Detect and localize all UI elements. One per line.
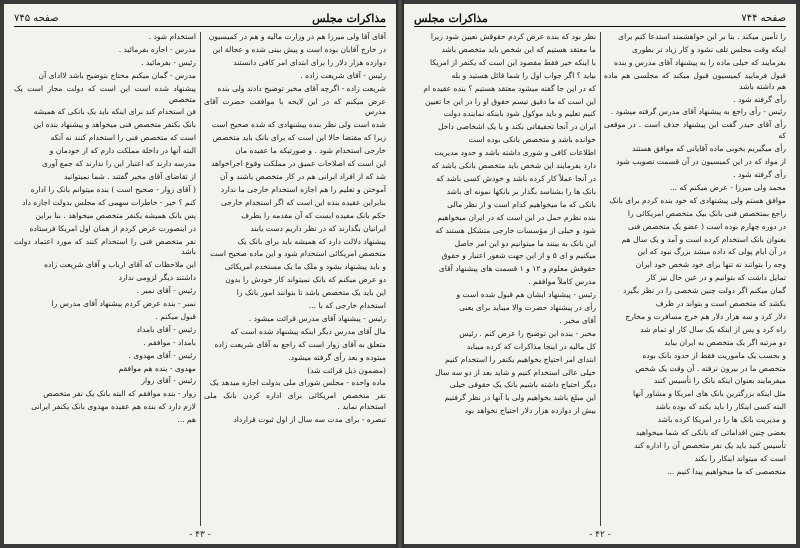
text-line: بانکی که ما میخواهیم کدام است و از نظر مالی bbox=[447, 199, 596, 209]
text-line: مال آقای مدرس دیگر اینکه پیشنهاد شده است که bbox=[230, 326, 386, 336]
footer-page-number: - ۴۳ - bbox=[189, 530, 211, 540]
text-line: شود و خیلی از مؤسسات خارجی متشکل هستند که bbox=[435, 225, 596, 235]
text-line: این است که ما دقیق تیسم حقوق او را در این جا تعیین bbox=[425, 96, 596, 106]
column-divider bbox=[600, 32, 601, 526]
text-line: در آن ایام پولی که داده میشد بزرگ نبود که این bbox=[637, 247, 786, 257]
text-line: با اینکه خیر فقط مقصود این است که یکنفر از امریکا bbox=[429, 57, 596, 67]
text-line: که در این جا گفته میشود معتقد هستیم ؟ بنده عقیده ام bbox=[423, 83, 596, 93]
text-line: تمایل داشت که بتوانیم و در عین حال نیز کار bbox=[646, 273, 786, 283]
text-line: مدرسه دارند که اعتبار این را ندارند که جمع آوری bbox=[42, 159, 196, 169]
text-column-left bbox=[414, 32, 596, 526]
text-line: دارد بفرمایند این شخص باید متخصص بانکی باشد که bbox=[431, 161, 596, 171]
text-line: دو مرتبه اگر یک متخصص به ایران بیاید bbox=[664, 337, 786, 347]
text-line: مثل اینکه بزرگترین بانک های امریکا و مشاور آنها bbox=[633, 389, 786, 399]
text-line: را تأمین میکند . بنا بر این خواهشمند استدعا کنم برای bbox=[618, 32, 786, 41]
text-line: فن استخدام کند برای اینکه باید یک بانکی که همیشه bbox=[33, 107, 196, 117]
text-line: قبول فرمایید کمیسیون قبول میکند که مجلسی هم ماده هم داشته باشد bbox=[604, 70, 786, 91]
text-column-left bbox=[14, 32, 196, 526]
text-line: قبول میکنم . bbox=[155, 311, 196, 321]
text-line: متعلق به آقای زوار است که راجع به آقای شریعت زاده bbox=[214, 339, 386, 349]
page-label: صفحه ۷۴۴ bbox=[741, 12, 786, 24]
text-line: بعضی چنین اقداماتی که بانکی که شما میخواهید bbox=[635, 428, 786, 438]
text-line: پیشنهاد شده است این است که دولت مجاز است یک متخصص bbox=[14, 83, 196, 104]
book-gutter bbox=[396, 0, 404, 548]
text-line: اینکه وقت مجلس تلف نشود و کار زیاد تر بطوری bbox=[631, 44, 786, 54]
text-line: ایران در آنجا تحقیقاتی بکند و یا یک اشخاصی داخل bbox=[437, 122, 596, 132]
text-line: نفر متخصص امریکائی برای اداره کردن بانک ملی استخدام نماید . bbox=[204, 391, 386, 412]
text-line: نمبر - بنده عرض کردم پیشنهاد آقای مدرس را bbox=[51, 299, 196, 309]
text-line: رئیس - آقای مهدوی . bbox=[128, 350, 196, 360]
text-line: پیشنهاد دلالت دارد که همیشه باید برای بانک یک bbox=[237, 236, 386, 246]
text-line: نفر متخصص فنی را استخدام کنند که مورد اعتماد دولت باشد bbox=[14, 236, 196, 257]
text-line: زوار - بنده موافقم که البته بانک یک نفر متخصص bbox=[43, 389, 196, 399]
text-line: رئیس - آقای شریعت زاده . bbox=[300, 70, 386, 80]
text-line: است که متخصص فنی را استخدام کنند نه آنکه bbox=[50, 133, 196, 143]
page-header bbox=[14, 10, 386, 27]
text-line: البته کسی اینکار را باید بکند که بوده باشد bbox=[655, 402, 786, 412]
text-line: بانک ها را بشناسد بگذار بر بانکها نمونه ای باشد bbox=[446, 186, 596, 196]
text-line: محمد ولی میرزا - عرض میکنم که ... bbox=[669, 182, 786, 192]
text-column-right bbox=[204, 32, 386, 526]
text-line: وجه را بتوانند نه تنها برای خود شخص خود ایران bbox=[635, 260, 786, 270]
text-line: و مدیریت بانک ها را در امریکا کرده باشد bbox=[657, 415, 786, 425]
text-line: شده است ولی نظر بنده پیشنهادی که شده صحیح است bbox=[211, 120, 386, 130]
text-line: بفرمایند که خیلی ماده را به پیشنهاد آقای مدرس و بنده bbox=[614, 57, 786, 67]
text-line: تأسیس کنید باید یک نفر متخصص آن را اداره کند bbox=[633, 441, 786, 450]
text-line: و باید پیشنهاد بشود و ملک ما یک مستخدم امریکائی bbox=[224, 262, 386, 272]
text-column-right bbox=[604, 32, 786, 526]
text-line: شریعت زاده - اگرچه آقای مخبر توضیح دادند ولی بنده bbox=[217, 83, 386, 93]
text-line: شد که از افراد ایرانی هم در کار متخصص باشند و آن bbox=[219, 171, 386, 181]
page-label: صفحه ۷۴۵ bbox=[14, 12, 59, 24]
text-line: است که میتواند اینکار را بکند bbox=[694, 453, 786, 463]
text-line: این مبلغ باشد بخواهیم ولی با آنها در نظر گرفتیم bbox=[444, 393, 596, 403]
text-line: رئیس - پیشنهاد آقای مدرس قرائت میشود . bbox=[248, 313, 386, 323]
text-line: موافق هستم ولی پیشنهادی که خود بنده کردم برای بانک bbox=[609, 195, 786, 205]
text-line: استخدام شود . bbox=[148, 32, 196, 41]
running-title: مذاکرات مجلس bbox=[312, 11, 386, 25]
text-line: استخدام خارجی که با ... bbox=[308, 301, 386, 311]
text-line: در دوره چهارم بوده است ( عضو یک متخصص فنی bbox=[628, 221, 786, 231]
text-line: آقای آقا ولی میرزا هم در وزارت مالیه و هم در کمیسیون bbox=[208, 32, 386, 41]
text-line: رأی گرفته شود . bbox=[733, 169, 786, 179]
text-line: بانک بکنفر متخصص فنی میخواهد و پیشنهاد بنده این bbox=[33, 120, 196, 130]
text-line: مدرس - گمان میکنم محتاج بتوضیح باشد لاادای آن bbox=[38, 70, 196, 80]
text-line: خیلی عالی استخدام کنیم و شاید بعد از دو سه سال bbox=[435, 367, 596, 377]
text-line: پس بانک همیشه یکنفر متخصص میخواهد . بنا براین bbox=[35, 210, 196, 220]
text-line: رأی آقای حیدر گفت این پیشنهاد حذف است . در موقعی که bbox=[604, 120, 786, 141]
text-line: مدرس کاملاً موافقم . bbox=[528, 277, 596, 287]
text-line: اطلاعات کافی و شوری داشته باشد و حدود مدیریت bbox=[434, 148, 596, 158]
text-line: آموختن و تعلیم را هم اجازه استخدام خارجی ما ندارد bbox=[220, 184, 386, 194]
text-line: حکم بانک مفیده ایست که آن مقدمه را بطرف bbox=[241, 210, 386, 220]
page-744 bbox=[404, 4, 796, 544]
text-line: دلار کرد و سه هزار دلار هم خرج مسافرت و مخارج bbox=[625, 311, 786, 321]
text-line: بیش از دوازده هزار دلار احتیاج نخواهد بود bbox=[464, 406, 596, 416]
text-line: لازم دارد که بنده هم عقیده مهدوی بانک یکنفر ایرانی bbox=[31, 402, 196, 412]
page-header bbox=[414, 10, 786, 27]
text-line: مهدوی - بنده هم موافقم bbox=[118, 363, 196, 373]
text-line: کنیم تعلیم و باید موکول شود باینکه نماینده دولت bbox=[443, 109, 596, 119]
text-line: رئیس - رأی راجع به پیشنهاد آقای مدرس گرفته میشود . bbox=[610, 107, 786, 117]
text-line: حقوقش معلوم و ۱۲ و ۱ قسمت های پیشنهاد آقای bbox=[438, 264, 596, 274]
text-line: خوانده باشد و متخصص بانکی بوده است bbox=[468, 135, 596, 145]
text-line: میکنیم و ای ۵ و از این جهت شعور اعتبار و حقوق bbox=[441, 251, 596, 261]
text-line: ( آقای زوار - صحیح است ) بنده میتوانم بانک را اداره bbox=[30, 184, 196, 194]
text-line: عرض میکنم که در این لایحه با موافقت حضرت آقای مدرس bbox=[204, 96, 386, 117]
text-line: از تقاضای آقای مخبر گفتند . شما نمیتوانید bbox=[63, 171, 196, 181]
text-line: کل مالیه در اینجا مذاکرات که کرده میباید bbox=[466, 341, 596, 351]
text-line: از مواد که در این کمیسیون در آن قسمت تصویب شود bbox=[616, 157, 786, 167]
text-line: نظر بود که بنده عرض کردم حقوقش تعیین شود زیرا bbox=[430, 32, 596, 41]
text-line: در خارج آقایان بوده است و پیش بینی شده و عجالة این bbox=[212, 44, 386, 54]
text-line: زیرا که مقتضا حالا این است که برای بانک باید متخصص bbox=[212, 133, 386, 143]
page-745 bbox=[4, 4, 396, 544]
footer-page-number: - ۴۲ - bbox=[589, 530, 611, 540]
text-line: مدرس - اجازه بفرمائید . bbox=[118, 44, 196, 54]
text-line: ایرانیان بگذارند که در نظر داریم دست یابند bbox=[250, 223, 386, 233]
text-line: رأی گرفته شود . bbox=[733, 94, 786, 104]
text-line: هم ... bbox=[177, 415, 196, 425]
text-line: در اینصورت عرض کردم از همان اول امریکا فرستاده bbox=[29, 223, 196, 233]
text-line: راه کرد و پس از اینکه یک سال کار او تمام شد bbox=[640, 324, 786, 334]
text-line: مخبر - بنده این توضیح را عرض کنم . رئیس bbox=[459, 328, 596, 338]
text-line: رئیس - آقای بامداد bbox=[136, 324, 196, 334]
text-line: میفرمایند بعنوان اینکه بانک را تأسیس کنند bbox=[653, 376, 786, 386]
text-line: بیاید ؟ اگر جواب اول را شما قائل هستید و بله bbox=[451, 70, 596, 80]
text-line: بکشد که متخصص است و بتواند در ظرف bbox=[655, 299, 786, 309]
text-line: راجع بمتخصص فنی بانک بیک متخصص امریکائی را bbox=[627, 208, 786, 218]
text-line: داشتند دیگر لزومی ندارد bbox=[118, 273, 196, 283]
text-line: رئیس - آقای نمبر . bbox=[136, 286, 196, 296]
text-line: رئیس - پیشنهاد ایشان هم قبول شده است و bbox=[456, 290, 596, 300]
text-line: متخصصی که ما میخواهیم پیدا کنیم ... bbox=[667, 466, 786, 476]
text-line: (مضمون ذیل قرائت شد) bbox=[307, 365, 386, 375]
text-line: مبتوده و بعد رأی گرفته میشود. bbox=[288, 352, 386, 362]
text-line: رئیس - بفرمائید . bbox=[141, 57, 196, 67]
text-line: البته آنها در داخلة مملکت دارم که از خودمان و bbox=[49, 146, 196, 156]
text-line: بعنوان بانک استخدام کرده است و آمد و یک سال هم bbox=[621, 234, 786, 244]
text-line: دوازده هزار دلار را برای ابتدای امر کافی دانستند bbox=[233, 57, 386, 67]
text-line: این بانک به بینند ما میتوانیم دو این امر حاصل bbox=[454, 238, 596, 248]
text-line: این است که اصلاحات عمیق در مملکت وقوع اجراخواهد bbox=[211, 159, 386, 169]
text-line: دیگر احتیاج داشته باشیم بانک یک حقوقی خیلی bbox=[449, 380, 596, 390]
text-line: تبصره - برای مدت سه سال از اول ثبوت قرارداد bbox=[233, 415, 386, 425]
column-divider bbox=[200, 32, 201, 526]
text-line: در آنجا عملاً کار کرده باشد و خودش کسی باشد که bbox=[436, 173, 596, 183]
text-line: کنم ؟ خیر - خاطرات سهمی که مجلس بدولت اجازه داد bbox=[22, 197, 196, 207]
text-line: بنابراین عقیده بنده این است که اگر استخدام خارجی bbox=[220, 197, 386, 207]
text-line: متخصص ما در بیرون نرفته . آن وقت یک شخص bbox=[635, 363, 786, 373]
text-line: رأی در پیشنهاد حضرت والا میباید برای یعنی bbox=[459, 303, 596, 313]
text-line: بنده نظرم حمل در این است که در ایران میخواهیم bbox=[437, 212, 596, 222]
text-line: ابتدای امر احتیاج بخواهیم یکنفر را استخدام کنیم bbox=[445, 354, 596, 364]
text-line: دو عرض میکنم که بانک نمیتواند کار خودش را بدون bbox=[225, 275, 386, 285]
text-line: خارجی استخدام شود . و صورتیکه ما عقیده مان bbox=[235, 146, 386, 156]
text-line: و بحسب یک ماموریت فقط از حدود بانک بوده bbox=[642, 350, 786, 360]
text-line: بامداد - موافقم . bbox=[143, 337, 196, 347]
text-line: ماده واحده - مجلس شورای ملی بدولت اجازه میدهد یک bbox=[209, 378, 386, 388]
text-line: گمان میکنم اگر دولت چنین شخصی را در نظر بگیرد bbox=[622, 286, 786, 296]
text-line: ما معتقد هستیم که این شخص باید متخصص باشد bbox=[441, 44, 596, 54]
text-line: رأی میگیریم بخوبی ماده آقایانی که موافق هستند bbox=[632, 144, 786, 154]
text-line: این ملاحظات که آقای ارباب و آقای شریعت زاده bbox=[44, 260, 196, 270]
text-line: آقای مخبر . bbox=[559, 315, 596, 325]
running-title: مذاکرات مجلس bbox=[414, 11, 488, 25]
text-line: رئیس - آقای زوار bbox=[141, 376, 196, 386]
text-line: متخصص امریکائی استخدام شود و این ماده صحیح است bbox=[210, 249, 386, 259]
text-line: این باید یک متخصص باشد تا بتوانند امور بانک را bbox=[236, 288, 386, 298]
